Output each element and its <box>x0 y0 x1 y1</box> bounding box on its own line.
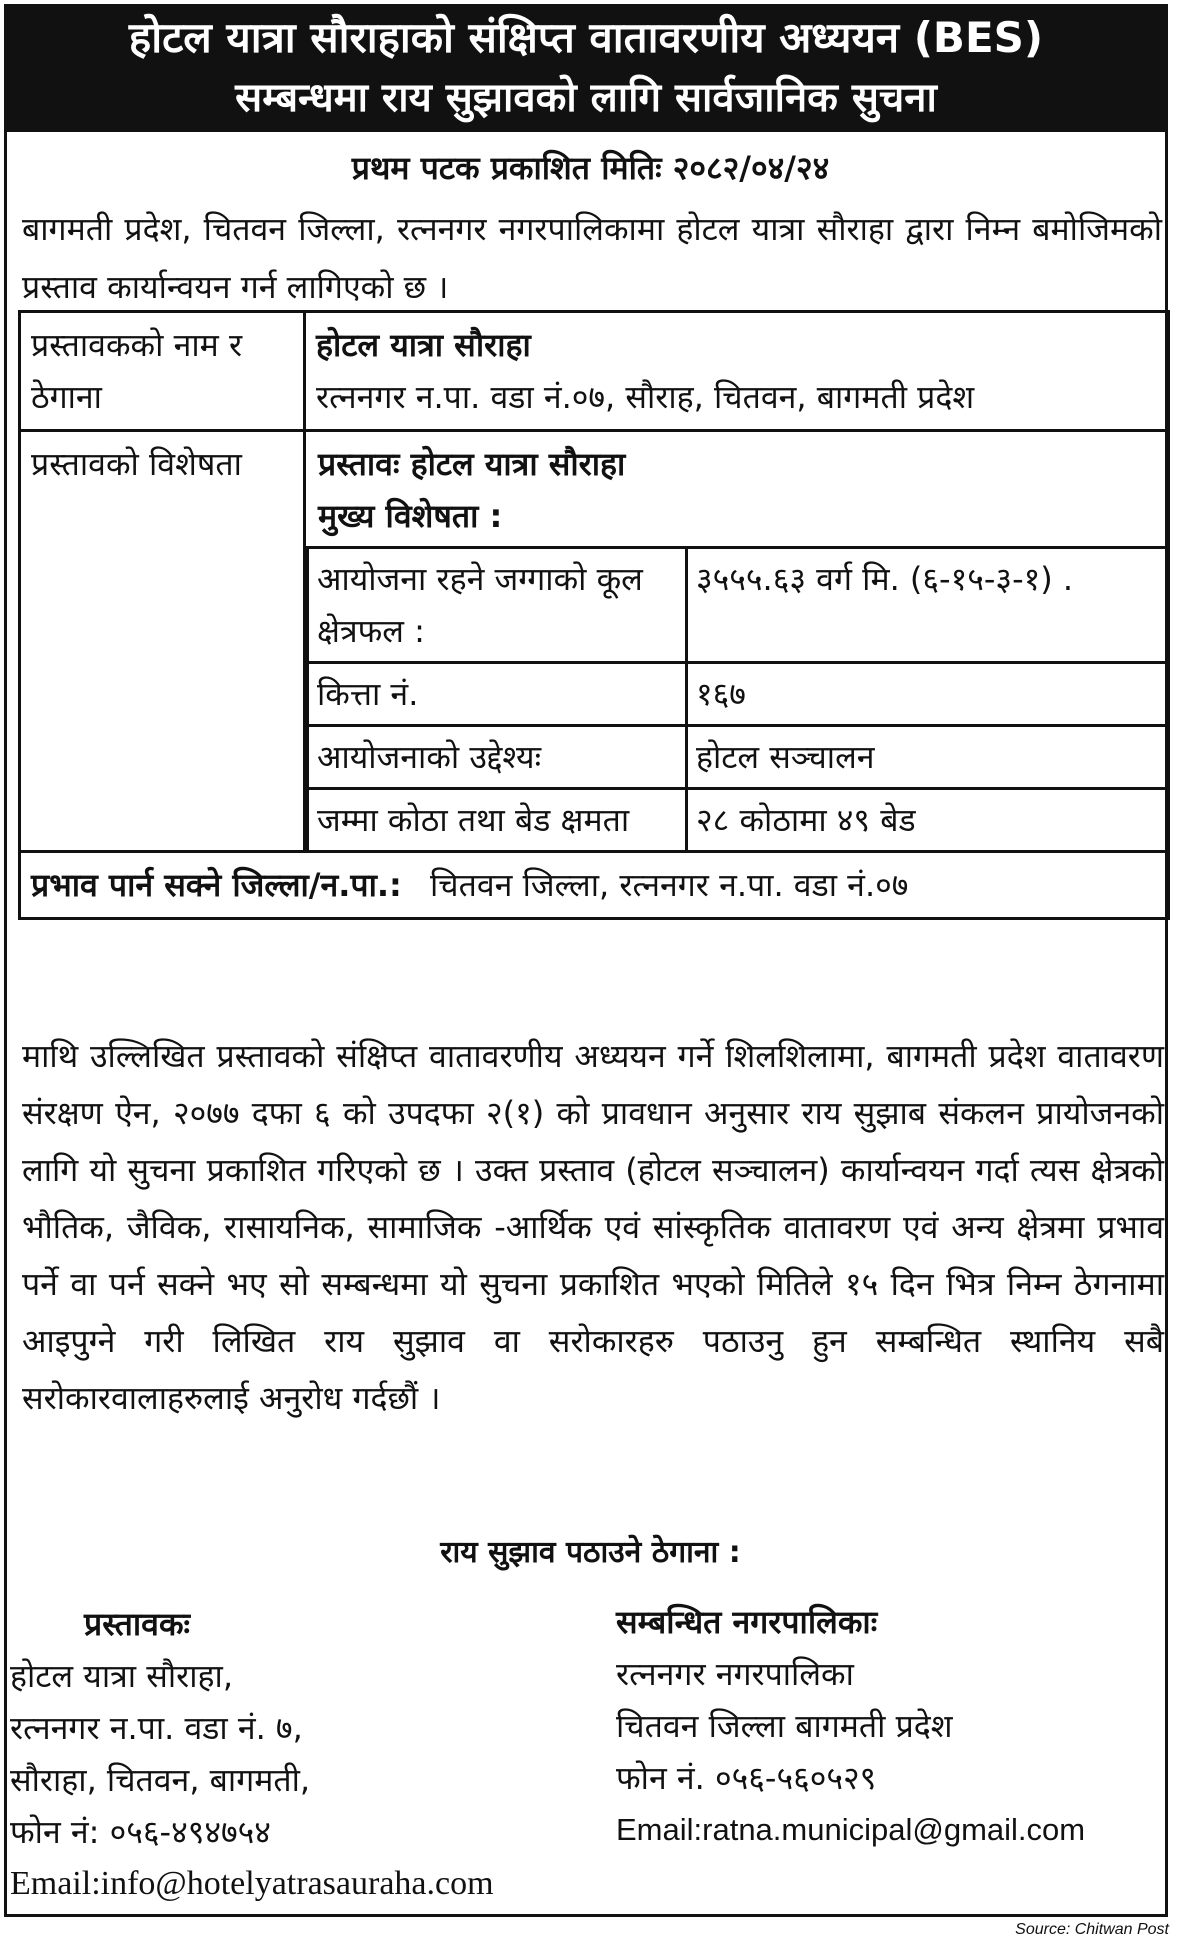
proponent-email[interactable]: info@hotelyatrasauraha.com <box>100 1865 494 1902</box>
municipality-contact-title: सम्बन्धित नगरपालिकाः <box>616 1603 878 1641</box>
municipality-contact <box>616 1596 1176 1856</box>
intro-paragraph: बागमती प्रदेश, चितवन जिल्ला, रत्ननगर नगरपालिकामा होटल यात्रा सौराहा द्वारा निम्न बमोजिमको प्रस्ताव कार्यान्वयन गर्न लागिएको छ । <box>22 210 1162 306</box>
proponent-contact <box>10 1598 570 1910</box>
notice-header <box>4 4 1168 132</box>
feature-row-label: आयोजनाको उद्देश्यः <box>308 726 687 789</box>
proponent-name: होटल यात्रा सौराहा <box>316 326 531 364</box>
feature-row-value: होटल सञ्चालन <box>687 726 1168 789</box>
proponent-email-label: Email: <box>10 1865 101 1902</box>
feature-label: प्रस्तावको विशेषता <box>20 431 305 852</box>
body-paragraph: माथि उल्लिखित प्रस्तावको संक्षिप्त वातावरणीय अध्ययन गर्ने शिलशिलामा, बागमती प्रदेश वातावरण संरक्षण ऐन, २०७७ दफा ६ को उपदफा २(१) को प्रावधान अनुसार राय सुझाब संकलन प्रायोजनको लागि यो सुचना प्रकाशित गरिएको छ । उक्त प्रस्ताव (होटल सञ्चालन) कार्यान्वयन गर्दा त्यस क्षेत्रको भौतिक, जैविक, रासायनिक, सामाजिक -आर्थिक एवं सांस्कृतिक वातावरण एवं अन्य क्षेत्रमा प्रभाव पर्ने वा पर्न सक्ने भए सो सम्बन्धमा यो सुचना प्रकाशित भएको मितिले १५ दिन भित्र निम्न ठेगनामा आइपुग्ने गरी लिखित राय सुझाव वा सरोकारहरु पठाउनु हुन सम्बन्धित स्थानिय सबै सरोकारवालाहरुलाई अनुरोध गर्दछौं । <box>22 1037 1164 1417</box>
proponent-label: प्रस्तावकको नाम र ठेगाना <box>20 312 305 431</box>
table-row <box>20 431 1169 852</box>
table-row <box>308 726 1168 789</box>
proposal-title: प्रस्तावः होटल यात्रा सौराहा <box>318 445 626 483</box>
proposal-info-table <box>18 310 1170 920</box>
feature-row-value: २८ कोठामा ४९ बेड <box>687 789 1168 851</box>
proponent-cell <box>305 312 1169 431</box>
features-subtable <box>306 546 1167 850</box>
municipality-phone: फोन नं. ०५६-५६०५२९ <box>616 1759 877 1797</box>
feature-row-value: १६७ <box>687 663 1168 726</box>
header-title-line2: सम्बन्धमा राय सुझावको लागि सार्वजानिक सुचना <box>235 75 937 121</box>
impact-value: चितवन जिल्ला, रत्ननगर न.पा. वडा नं.०७ <box>430 866 909 904</box>
proponent-contact-line1: होटल यात्रा सौराहा, <box>10 1657 233 1695</box>
table-row <box>308 548 1168 663</box>
table-row <box>20 312 1169 431</box>
table-row <box>20 852 1169 919</box>
table-row <box>308 663 1168 726</box>
proponent-contact-title: प्रस्तावकः <box>84 1605 191 1643</box>
source-credit: Source: Chitwan Post <box>1015 1921 1169 1938</box>
municipality-email-label: Email: <box>616 1812 703 1847</box>
proponent-email-line <box>10 1858 570 1910</box>
feature-row-label: कित्ता नं. <box>308 663 687 726</box>
municipality-email[interactable]: ratna.municipal@gmail.com <box>702 1812 1086 1847</box>
publication-date: प्रथम पटक प्रकाशित मितिः २०८२/०४/२४ <box>351 149 830 187</box>
address-heading: राय सुझाव पठाउने ठेगाना : <box>440 1535 741 1570</box>
table-row <box>308 789 1168 851</box>
header-title-line1: होटल यात्रा सौराहाको संक्षिप्त वातावरणीय अध्ययन (BES) <box>128 13 1044 62</box>
proponent-phone: फोन नं: ०५६-४९४७५४ <box>10 1813 271 1851</box>
main-features-heading: मुख्य विशेषता : <box>318 497 503 535</box>
impact-cell <box>20 852 1169 919</box>
proponent-address: रत्ननगर न.पा. वडा नं.०७, सौराह, चितवन, बागमती प्रदेश <box>316 378 975 416</box>
municipality-email-line <box>616 1804 1176 1856</box>
municipality-contact-line2: चितवन जिल्ला बागमती प्रदेश <box>616 1707 953 1745</box>
impact-label: प्रभाव पार्न सक्ने जिल्ला/न.पा.: <box>31 866 402 904</box>
proponent-contact-line2: रत्ननगर न.पा. वडा नं. ७, <box>10 1709 303 1747</box>
feature-row-value: ३५५५.६३ वर्ग मि. (६-१५-३-१) . <box>687 548 1168 663</box>
feature-row-label: आयोजना रहने जग्गाको कूल क्षेत्रफल : <box>308 548 687 663</box>
feature-row-label: जम्मा कोठा तथा बेड क्षमता <box>308 789 687 851</box>
proponent-contact-line3: सौराहा, चितवन, बागमती, <box>10 1761 311 1799</box>
feature-cell <box>305 431 1169 852</box>
municipality-contact-line1: रत्ननगर नगरपालिका <box>616 1655 854 1693</box>
